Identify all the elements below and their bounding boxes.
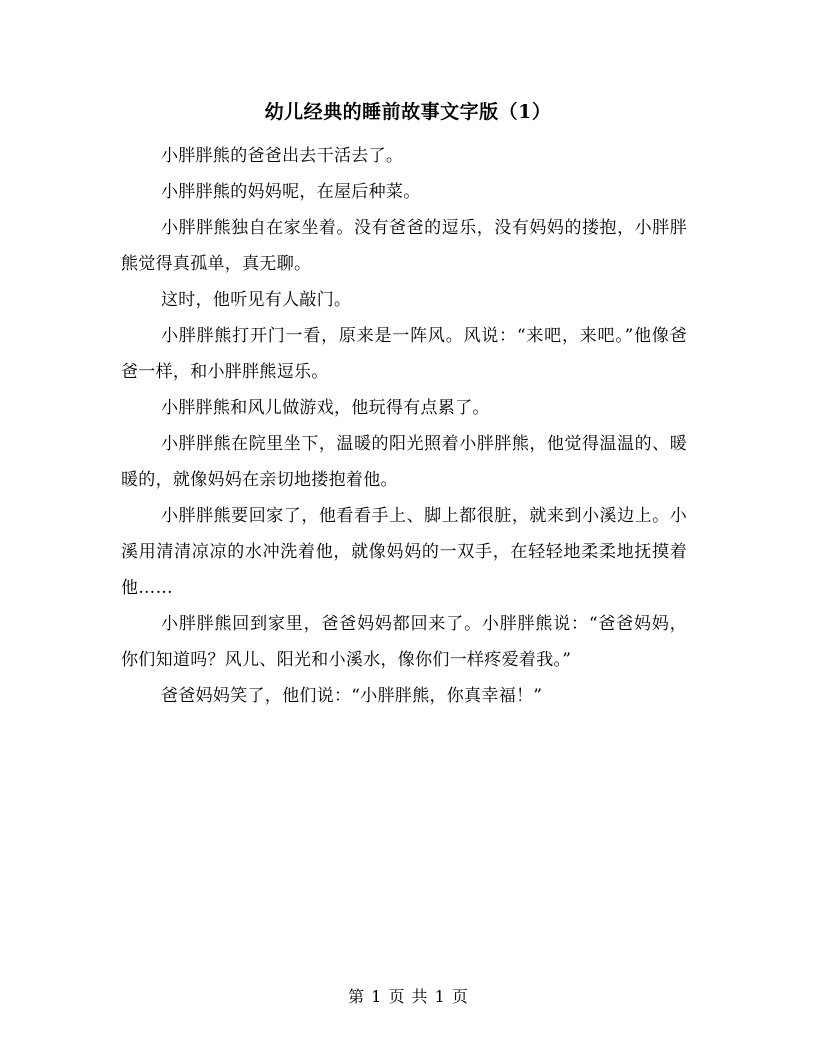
paragraph: 小胖胖熊在院里坐下，温暖的阳光照着小胖胖熊，他觉得温温的、暖暖的，就像妈妈在亲切地搂抱着他。: [121, 434, 687, 490]
document-title: 幼儿经典的睡前故事文字版（1）: [264, 101, 552, 123]
paragraph: 小胖胖熊回到家里，爸爸妈妈都回来了。小胖胖熊说：“爸爸妈妈，你们知道吗？风儿、阳光和小溪水，像你们一样疼爱着我。”: [121, 614, 687, 670]
document-body: [121, 138, 687, 714]
paragraph: 小胖胖熊打开门一看，原来是一阵风。风说：“来吧，来吧。”他像爸爸一样，和小胖胖熊逗乐。: [121, 326, 687, 382]
paragraph: 小胖胖熊独自在家坐着。没有爸爸的逗乐，没有妈妈的搂抱，小胖胖熊觉得真孤单，真无聊。: [121, 218, 687, 274]
paragraph: 小胖胖熊和风儿做游戏，他玩得有点累了。: [161, 398, 490, 418]
page-number-footer: 第 1 页 共 1 页: [348, 987, 468, 1006]
paragraph: 小胖胖熊要回家了，他看看手上、脚上都很脏，就来到小溪边上。小溪用清清凉凉的水冲洗着他，就像妈妈的一双手，在轻轻地柔柔地抚摸着他……: [121, 506, 687, 598]
paragraph: 这时，他听见有人敲门。: [161, 290, 352, 310]
paragraph: 爸爸妈妈笑了，他们说：“小胖胖熊，你真幸福！”: [161, 686, 543, 706]
paragraph: 小胖胖熊的妈妈呢，在屋后种菜。: [161, 182, 421, 202]
paragraph: 小胖胖熊的爸爸出去干活去了。: [161, 146, 404, 166]
